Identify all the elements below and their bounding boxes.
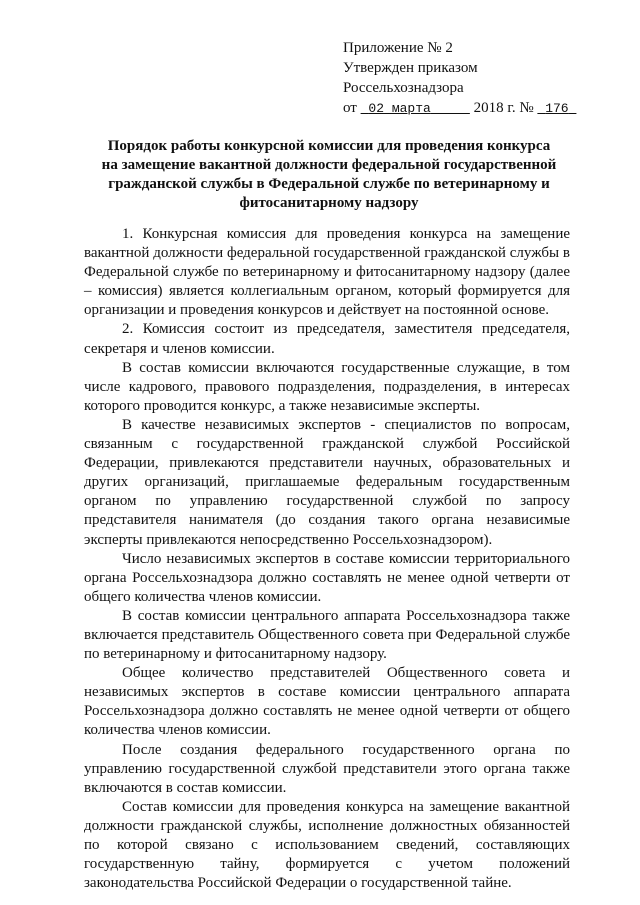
appendix-header bbox=[343, 38, 603, 119]
approval-note: Утвержден приказом bbox=[343, 60, 478, 76]
paragraph: В состав комиссии центрального аппарата Россельхознадзора также включается представитель Общественного совета при Федеральной службе по ветеринарному и фитосанитарному надзору. bbox=[84, 607, 570, 663]
issuing-agency: Россельхознадзора bbox=[343, 80, 464, 96]
paragraph: 1. Конкурсная комиссия для проведения конкурса на замещение вакантной должности федеральной государственной гражданской службы в Федеральной службе по ветеринарному и фитосанитарному надзору (далее – комиссия) является коллегиальным органом, который формируется для организации и проведения конкурсов и действует на постоянной основе. bbox=[84, 226, 570, 319]
paragraph: Состав комиссии для проведения конкурса на замещение вакантной должности гражданской службы, исполнение должностных обязанностей по которой связано с использованием сведений, составляющих государственную тайну, формируется с учетом положений законодательства Российской Федерации о государственной тайне. bbox=[84, 798, 570, 892]
title-line-4: фитосанитарному надзору bbox=[239, 195, 419, 211]
paragraph: В качестве независимых экспертов - специалистов по вопросам, связанным с государственной гражданской службой Российской Федерации, привлекаются представители научных, образовательных и других организаций, приглашаемые федеральным государственным органом по управлению государственной службой по запросу представителя нанимателя (до создания такого органа независимые эксперты привлекаются непосредственно Россельхознадзором). bbox=[84, 416, 570, 548]
order-number bbox=[537, 101, 576, 116]
order-year: 2018 г. № bbox=[473, 100, 534, 116]
paragraph: 2. Комиссия состоит из председателя, заместителя председателя, секретаря и членов комиссии. bbox=[84, 321, 570, 357]
title-line-3: гражданской службы в Федеральной службе по ветеринарному и bbox=[108, 176, 550, 192]
title-line-1: Порядок работы конкурсной комиссии для проведения конкурса bbox=[107, 138, 551, 154]
paragraph: После создания федерального государственного органа по управлению государственной службой представители этого органа также включаются в состав комиссии. bbox=[84, 741, 570, 796]
order-date bbox=[361, 101, 470, 116]
order-date-value: 02 марта bbox=[368, 101, 431, 116]
paragraph: Число независимых экспертов в составе комиссии территориального органа Россельхознадзора должно составлять не менее одной четверти от общего количества членов комиссии. bbox=[84, 550, 570, 605]
document-body bbox=[84, 225, 570, 893]
document-title bbox=[84, 137, 574, 213]
title-line-2: на замещение вакантной должности федеральной государственной bbox=[101, 157, 557, 173]
appendix-number: Приложение № 2 bbox=[343, 40, 453, 56]
order-date-line bbox=[343, 98, 603, 119]
paragraph: В состав комиссии включаются государственные служащие, в том числе кадрового, правового подразделения, подразделения, в интересах которого проводится конкурс, а также независимые эксперты. bbox=[84, 359, 570, 414]
date-prefix: от bbox=[343, 100, 357, 116]
paragraph: Общее количество представителей Общественного совета и независимых экспертов в составе комиссии центрального аппарата Россельхознадзора должно составлять не менее одной четверти от общего количества членов комиссии. bbox=[84, 665, 570, 739]
order-number-value: 176 bbox=[545, 101, 569, 116]
